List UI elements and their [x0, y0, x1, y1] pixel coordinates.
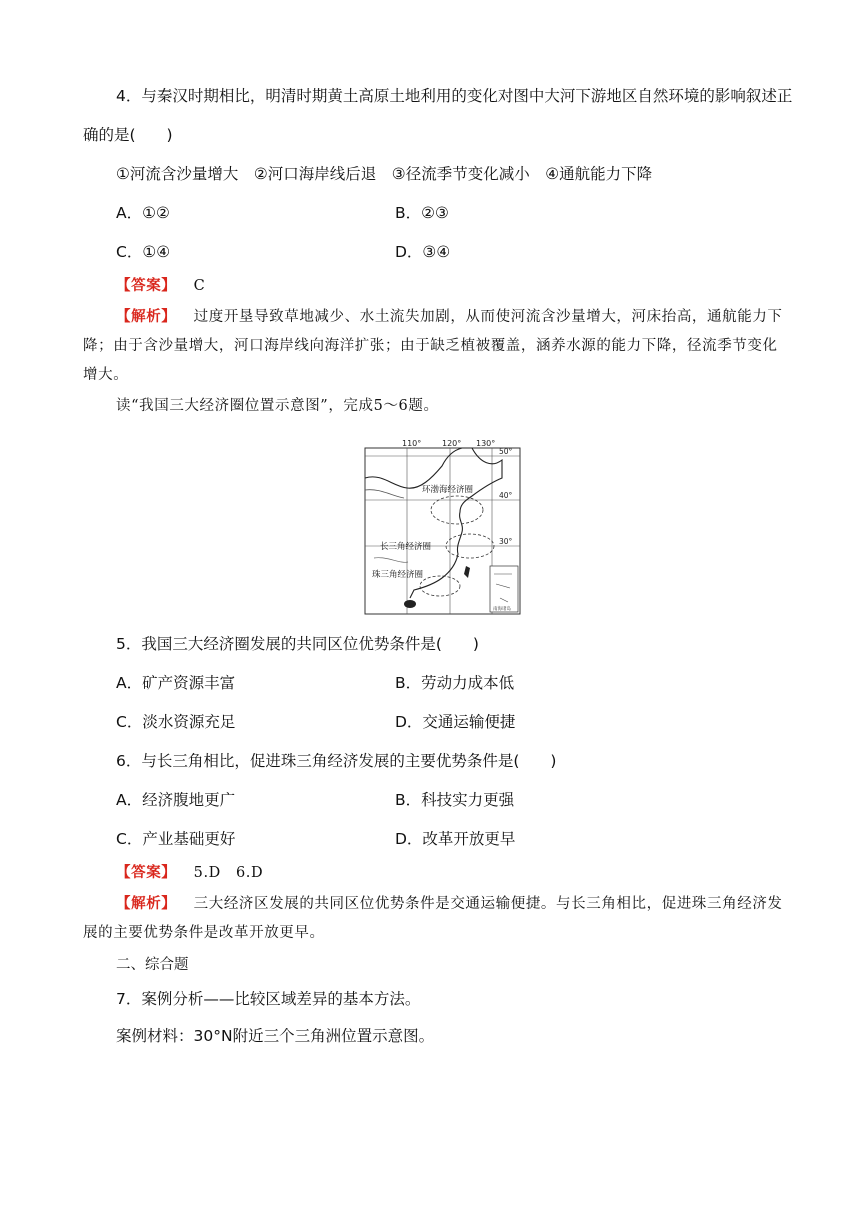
- q4-items: ①河流含沙量增大 ②河口海岸线后退 ③径流季节变化减小 ④通航能力下降: [116, 165, 653, 183]
- q4-option-c: C．①④: [116, 243, 171, 261]
- explanation-2-line2: 展的主要优势条件是改革开放更早。: [83, 925, 325, 941]
- q5-option-b: B．劳动力成本低: [395, 674, 515, 692]
- explanation-1-line2: 降；由于含沙量增大，河口海岸线向海洋扩张；由于缺乏植被覆盖，涵养水源的能力下降，径流季节变化: [83, 338, 778, 354]
- q6-option-c: C．产业基础更好: [116, 830, 236, 848]
- q7-material: 案例材料：30°N附近三个三角洲位置示意图。: [116, 1027, 435, 1045]
- q5-option-d: D．交通运输便捷: [395, 713, 516, 731]
- q5-option-a: A．矿产资源丰富: [116, 674, 236, 692]
- south-china-sea-inset: [490, 566, 518, 612]
- explanation-2-line1: [116, 894, 783, 914]
- explanation-text: 三大经济区发展的共同区位优势条件是交通运输便捷。与长三角相比，促进珠三角经济发: [193, 896, 783, 912]
- q4-option-a: A．①②: [116, 204, 170, 222]
- q7-stem: 7．案例分析——比较区域差异的基本方法。: [116, 990, 421, 1008]
- hainan-island: [404, 600, 416, 608]
- label-pearl: 珠三角经济圈: [372, 570, 424, 580]
- answer-block-2: [116, 863, 263, 883]
- intro-q5-6: 读“我国三大经济圈位置示意图”，完成5～6题。: [116, 398, 439, 414]
- q4-option-b: B．②③: [395, 204, 449, 222]
- answer-value: C: [193, 278, 206, 294]
- answer-value: 5.D 6.D: [193, 865, 264, 881]
- explanation-tag: 【解析】: [116, 895, 177, 912]
- q6-option-a: A．经济腹地更广: [116, 791, 236, 809]
- q4-stem-line2: 确的是( ): [83, 126, 173, 144]
- q6-option-d: D．改革开放更早: [395, 830, 516, 848]
- explanation-1-line1: [116, 307, 783, 327]
- q4-stem-line1: 4．与秦汉时期相比，明清时期黄土高原土地利用的变化对图中大河下游地区自然环境的影响叙述正: [116, 87, 793, 105]
- q4-option-d: D．③④: [395, 243, 451, 261]
- label-inset: 南海诸岛: [493, 607, 511, 612]
- explanation-text: 过度开垦导致草地减少、水土流失加剧，从而使河流含沙量增大，河床抬高，通航能力下: [193, 309, 783, 325]
- explanation-1-line3: 增大。: [83, 367, 129, 383]
- q6-option-b: B．科技实力更强: [395, 791, 515, 809]
- lon-label-110: 110°: [402, 439, 422, 448]
- economic-zones-map: [362, 438, 522, 616]
- lat-label-50: 50°: [499, 447, 513, 456]
- answer-tag: 【答案】: [116, 864, 177, 881]
- q6-stem: 6．与长三角相比，促进珠三角经济发展的主要优势条件是( ): [116, 752, 557, 770]
- section-heading: 二、综合题: [116, 957, 189, 973]
- answer-tag: 【答案】: [116, 277, 177, 294]
- label-yangtze: 长三角经济圈: [380, 542, 432, 552]
- lon-label-120: 120°: [442, 439, 462, 448]
- explanation-tag: 【解析】: [116, 308, 177, 325]
- q5-stem: 5．我国三大经济圈发展的共同区位优势条件是( ): [116, 635, 479, 653]
- answer-block-1: [116, 276, 205, 296]
- q5-option-c: C．淡水资源充足: [116, 713, 236, 731]
- label-bohai: 环渤海经济圈: [422, 485, 474, 495]
- lat-label-40: 40°: [499, 491, 513, 500]
- lat-label-30: 30°: [499, 537, 513, 546]
- lon-label-130: 130°: [476, 439, 496, 448]
